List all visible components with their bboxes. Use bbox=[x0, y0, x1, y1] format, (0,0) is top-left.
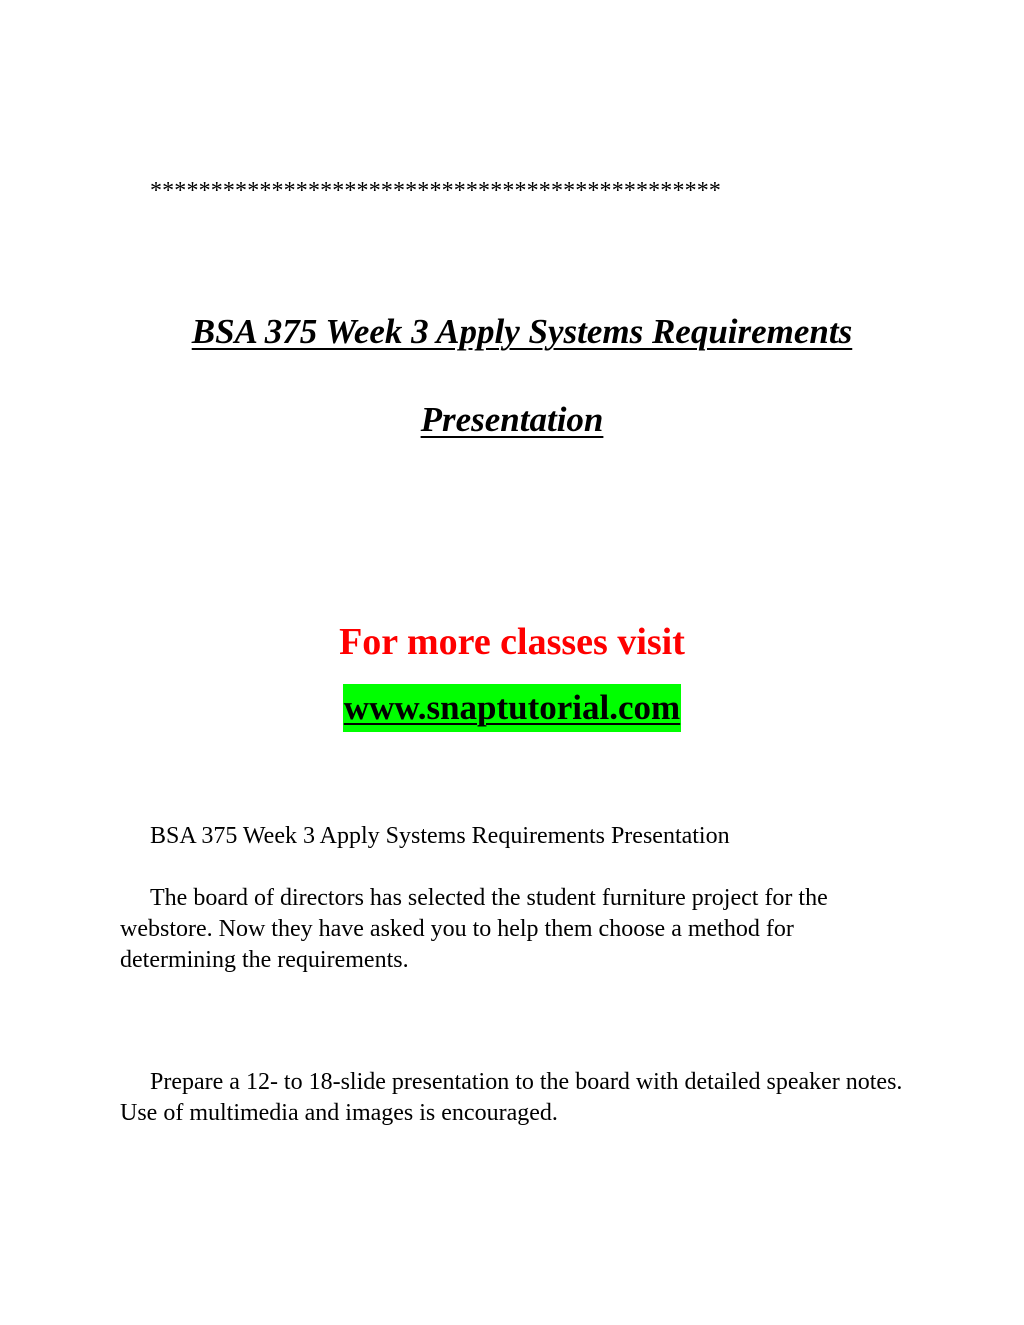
snaptutorial-link[interactable]: www.snaptutorial.com bbox=[343, 684, 681, 732]
link-container bbox=[0, 684, 1024, 732]
separator-stars: *********************************************** bbox=[150, 178, 722, 204]
document-title-line-2: Presentation bbox=[420, 400, 604, 439]
document-title-line-1: BSA 375 Week 3 Apply Systems Requirements bbox=[191, 312, 853, 351]
paragraph-presentation-instructions: Prepare a 12- to 18-slide presentation to the board with detailed speaker notes. Use of multimedia and images is encouraged. bbox=[120, 1069, 903, 1126]
paragraph-board-selection: The board of directors has selected the student furniture project for the webstore. Now they have asked you to help them choose a method for determining the requirements. bbox=[120, 885, 828, 973]
paragraph-course-title: BSA 375 Week 3 Apply Systems Requirements Presentation bbox=[150, 823, 730, 849]
promo-heading: For more classes visit bbox=[339, 621, 685, 663]
